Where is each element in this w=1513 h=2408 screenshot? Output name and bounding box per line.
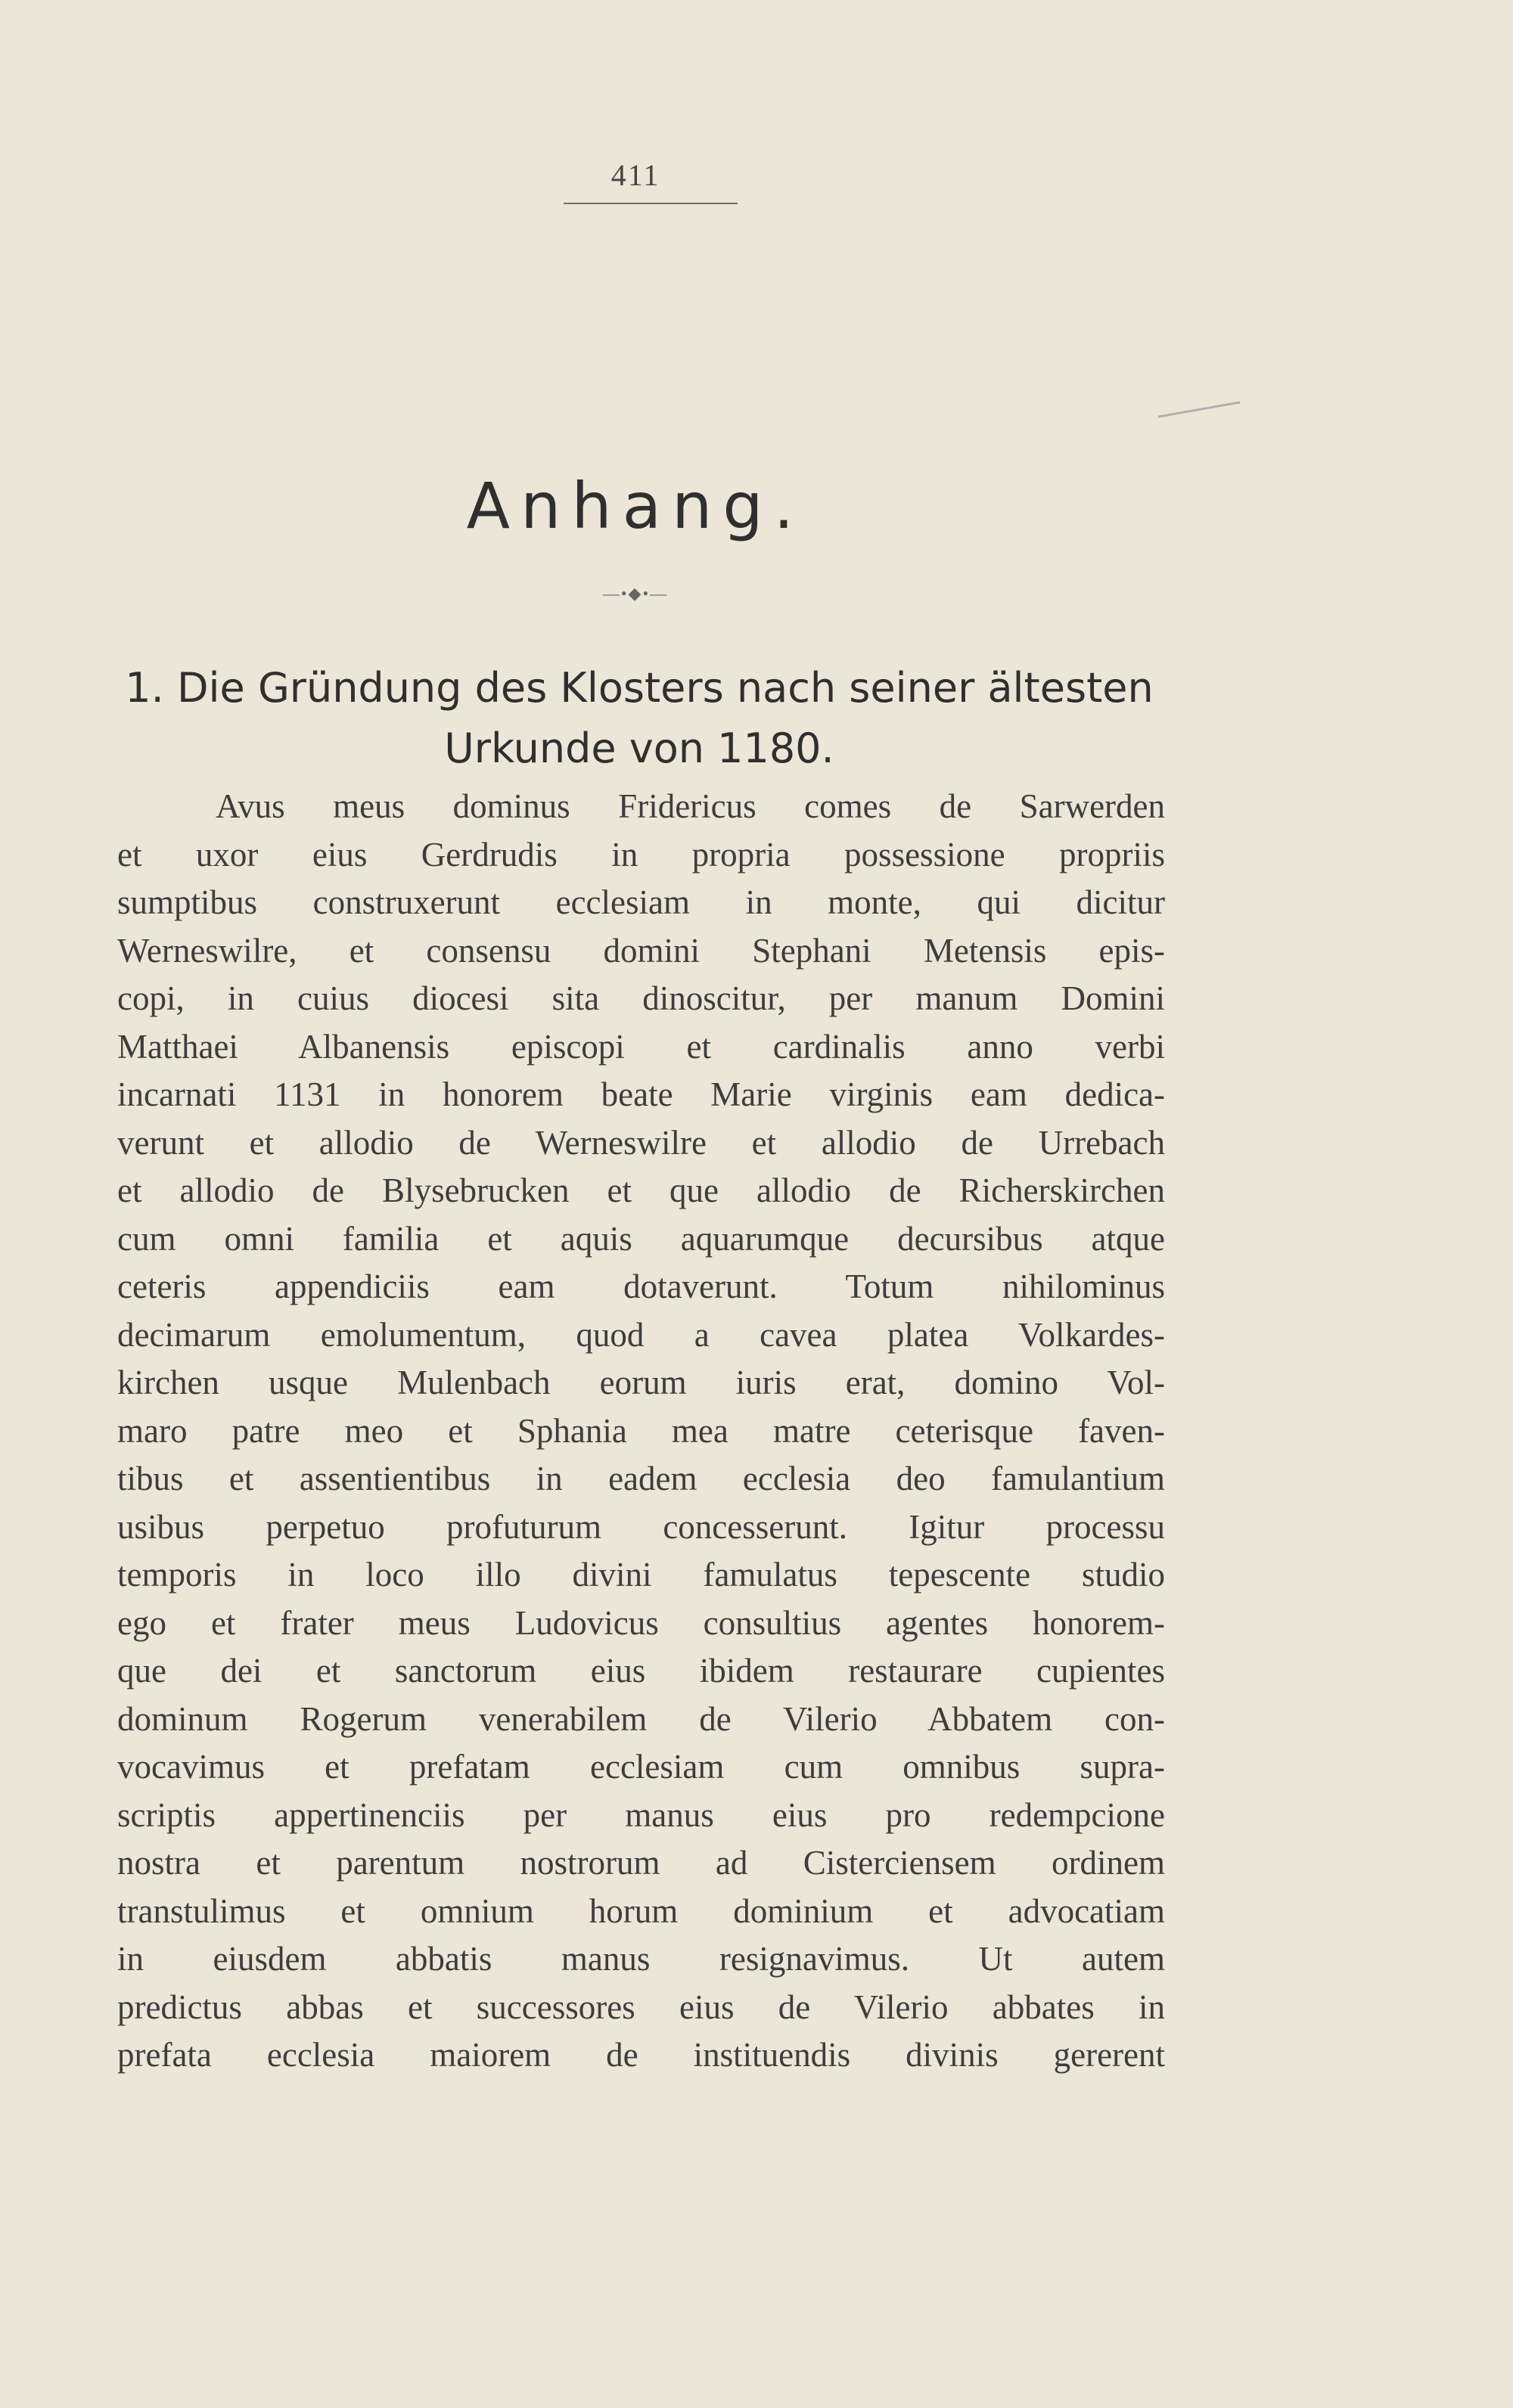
text-line: et uxor eius Gerdrudis in propria possessione propriis: [117, 835, 1165, 874]
page-number-rule: [564, 203, 738, 204]
text-line: verunt et allodio de Werneswilre et allodio de Urrebach: [117, 1123, 1165, 1162]
section-heading-line-1: 1. Die Gründung des Klosters nach seiner ältesten: [125, 664, 1154, 712]
text-line: prefata ecclesia maiorem de instituendis divinis gererent: [117, 2036, 1165, 2074]
text-line: ceteris appendiciis eam dotaverunt. Totum nihilominus: [117, 1268, 1165, 1305]
text-line: nostra et parentum nostrorum ad Cisterciensem ordinem: [117, 1844, 1165, 1882]
text-line: temporis in loco illo divini famulatus tepescente studio: [117, 1556, 1165, 1593]
text-line: ego et frater meus Ludovicus consultius agentes honorem-: [117, 1603, 1165, 1642]
text-line: que dei et sanctorum eius ibidem restaurare cupientes: [117, 1652, 1165, 1690]
text-line: maro patre meo et Sphania mea matre ceterisque faven-: [117, 1411, 1165, 1450]
text-line: sumptibus construxerunt ecclesiam in monte, qui dicitur: [117, 883, 1165, 921]
text-line: incarnati 1131 in honorem beate Marie virginis eam dedica-: [117, 1075, 1165, 1113]
text-line: in eiusdem abbatis manus resignavimus. Ut autem: [117, 1940, 1165, 1978]
text-line: Avus meus dominus Fridericus comes de Sarwerden: [216, 787, 1165, 825]
body-text: [117, 783, 1165, 2080]
text-line: tibus et assentientibus in eadem ecclesia deo famulantium: [117, 1460, 1165, 1497]
text-line: copi, in cuius diocesi sita dinoscitur, per manum Domini: [117, 979, 1165, 1017]
text-line: Werneswilre, et consensu domini Stephani Metensis epis-: [117, 931, 1165, 970]
text-line: Matthaei Albanensis episcopi et cardinalis anno verbi: [117, 1027, 1165, 1066]
page-number: 411: [610, 158, 660, 192]
section-heading-line-2: Urkunde von 1180.: [444, 725, 834, 772]
text-line: transtulimus et omnium horum dominium et advocatiam: [117, 1891, 1165, 1930]
text-line: predictus abbas et successores eius de Vilerio abbates in: [117, 1988, 1165, 2026]
text-line: usibus perpetuo profuturum concesserunt. Igitur processu: [117, 1507, 1165, 1546]
text-line: et allodio de Blysebrucken et que allodio de Richerskirchen: [117, 1171, 1165, 1209]
bleed-through-mark: [1158, 401, 1241, 417]
page-title: Anhang.: [466, 469, 805, 543]
section-heading: [113, 658, 1165, 779]
text-line: decimarum emolumentum, quod a cavea platea Volkardes-: [117, 1315, 1165, 1354]
text-line: cum omni familia et aquis aquarumque decursibus atque: [117, 1219, 1165, 1258]
title-ornament: —•◆•—: [602, 584, 669, 603]
text-line: vocavimus et prefatam ecclesiam cum omnibus supra-: [117, 1748, 1165, 1786]
text-line: dominum Rogerum venerabilem de Vilerio Abbatem con-: [117, 1699, 1165, 1738]
text-line: kirchen usque Mulenbach eorum iuris erat, domino Vol-: [117, 1364, 1165, 1401]
text-line: scriptis appertinenciis per manus eius pro redempcione: [117, 1795, 1165, 1834]
